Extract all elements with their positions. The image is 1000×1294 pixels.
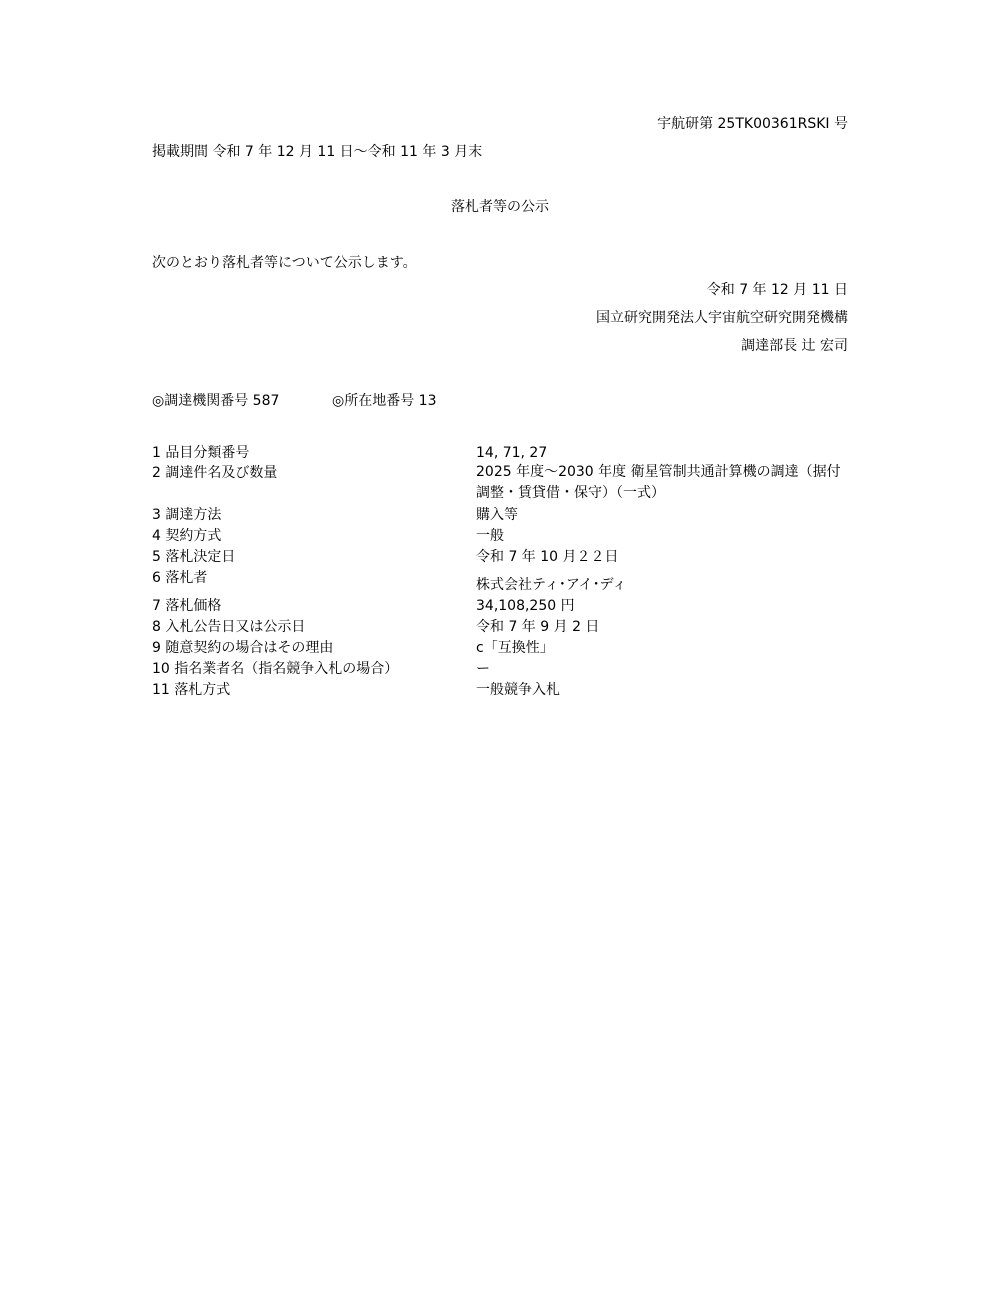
item-value: 令和 7 年 10 月２２日: [476, 549, 619, 565]
page-title: 落札者等の公示: [451, 199, 549, 215]
item-value: 株式会社ティ･アイ･ディ: [476, 577, 627, 593]
item-label: 6 落札者: [152, 570, 208, 586]
item-label: 11 落札方式: [152, 682, 231, 698]
item-value: 14, 71, 27: [476, 445, 548, 461]
item-label: 7 落札価格: [152, 598, 222, 614]
item-value: 一般競争入札: [476, 682, 560, 698]
item-value: 34,108,250 円: [476, 598, 575, 614]
item-label: 3 調達方法: [152, 507, 222, 523]
document-number: 宇航研第 25TK00361RSKI 号: [657, 116, 848, 132]
location-number: ◎所在地番号 13: [332, 393, 437, 409]
item-label: 10 指名業者名（指名競争入札の場合）: [152, 661, 399, 677]
item-label: 1 品目分類番号: [152, 445, 250, 461]
item-value: 2025 年度～2030 年度 衛星管制共通計算機の調達（据付調整・賃貸借・保守）（一式）: [476, 464, 841, 501]
intro-text: 次のとおり落札者等について公示します。: [152, 255, 417, 271]
item-value: ー: [476, 661, 490, 677]
item-label: 5 落札決定日: [152, 549, 236, 565]
official-name: 調達部長 辻 宏司: [741, 338, 848, 354]
notice-date: 令和 7 年 12 月 11 日: [706, 282, 848, 298]
procurement-agency-number: ◎調達機関番号 587: [152, 393, 280, 409]
item-value: c「互換性」: [476, 640, 554, 656]
item-value: 一般: [476, 528, 504, 544]
item-value: 令和 7 年 9 月 2 日: [476, 619, 600, 635]
item-label: 2 調達件名及び数量: [152, 465, 278, 481]
item-label: 8 入札公告日又は公示日: [152, 619, 306, 635]
item-value: 購入等: [476, 507, 518, 523]
organization-name: 国立研究開発法人宇宙航空研究開発機構: [596, 310, 848, 326]
posting-period: 掲載期間 令和 7 年 12 月 11 日～令和 11 年 3 月末: [152, 144, 483, 160]
item-label: 9 随意契約の場合はその理由: [152, 640, 334, 656]
item-label: 4 契約方式: [152, 528, 222, 544]
